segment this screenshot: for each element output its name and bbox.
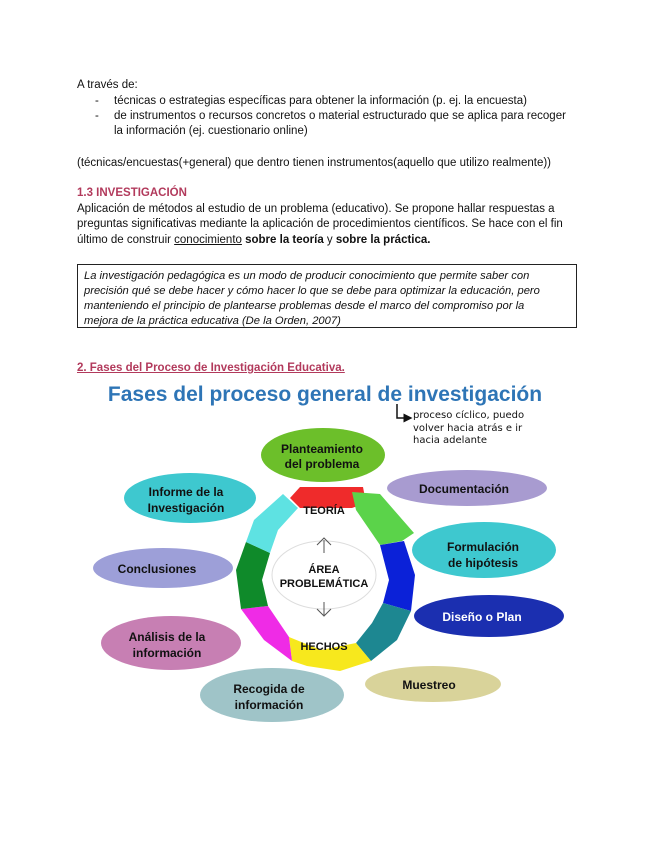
quote-line: precisión qué se debe hacer y cómo hacer lo que se debe para optimizar la educación, pero bbox=[84, 285, 540, 297]
ring-segment-darkgreen bbox=[236, 542, 270, 609]
center-label: PROBLEMÁTICA bbox=[279, 578, 369, 590]
quote-line: La investigación pedagógica es un modo de producir conocimiento que permite saber con bbox=[84, 270, 530, 282]
intro-lead: A través de: bbox=[77, 79, 138, 91]
phase-muestreo bbox=[365, 666, 501, 702]
ring-segment-teal bbox=[356, 603, 411, 661]
phase-conclusiones bbox=[93, 548, 233, 588]
conocimiento-link[interactable]: conocimiento bbox=[174, 234, 242, 246]
handwritten-line: hacia adelante bbox=[413, 435, 487, 446]
bullet-marker: - bbox=[95, 95, 99, 107]
intro-note: (técnicas/encuestas(+general) que dentro tienen instrumentos(aquello que utilizo realmente)) bbox=[77, 157, 552, 169]
phase-recogida bbox=[200, 668, 344, 722]
handwritten-line: proceso cíclico, puedo bbox=[413, 410, 525, 421]
quote-line: manteniendo el principio de plantearse problemas desde el marco del compromiso por la bbox=[84, 300, 525, 312]
phase-label: información bbox=[234, 698, 304, 712]
phase-formulacion bbox=[412, 522, 556, 578]
investigacion-text: último de construir bbox=[77, 234, 175, 246]
handwritten-note bbox=[397, 404, 524, 446]
ring-segment-magenta bbox=[241, 606, 292, 661]
handwritten-line: volver hacia atrás e ir bbox=[413, 423, 523, 434]
phase-label: Muestreo bbox=[402, 678, 456, 692]
phase-label: Investigación bbox=[147, 501, 225, 515]
center-label: ÁREA bbox=[308, 564, 340, 576]
phase-planteamiento bbox=[261, 428, 385, 482]
bullet-marker: - bbox=[95, 110, 99, 122]
investigacion-line: Aplicación de métodos al estudio de un problema (educativo). Se propone hallar respuestas a bbox=[77, 203, 555, 215]
phase-analisis bbox=[101, 616, 241, 670]
investigacion-text: y bbox=[323, 234, 336, 246]
phase-label: Informe de la bbox=[148, 485, 224, 499]
phase-informe bbox=[124, 473, 256, 523]
hechos-label: HECHOS bbox=[300, 641, 348, 653]
phase-label: información bbox=[132, 646, 202, 660]
bullet-item: técnicas o estrategias específicas para obtener la información (p. ej. la encuesta) bbox=[114, 95, 527, 107]
phase-label: Planteamiento bbox=[280, 442, 364, 456]
phase-label: Formulación bbox=[446, 540, 520, 554]
ring-segment-green-right bbox=[352, 492, 414, 545]
ring-segment-blue bbox=[380, 541, 415, 611]
phase-diseno bbox=[414, 595, 564, 637]
phase-label: Recogida de bbox=[233, 682, 305, 696]
phase-label: de hipótesis bbox=[447, 556, 519, 570]
bold-text: sobre la práctica. bbox=[335, 234, 431, 246]
phase-label: Conclusiones bbox=[117, 562, 197, 576]
phase-label: Análisis de la bbox=[128, 630, 206, 644]
section-heading-fases[interactable]: 2. Fases del Proceso de Investigación Educativa. bbox=[77, 362, 345, 374]
phase-label: del problema bbox=[284, 457, 360, 471]
phase-label: Documentación bbox=[418, 482, 510, 496]
bullet-item: de instrumentos o recursos concretos o material estructurado que se aplica para recoger bbox=[114, 110, 566, 122]
bullet-item-continued: la información (ej. cuestionario online) bbox=[114, 125, 308, 137]
diagram-title: Fases del proceso general de investigación bbox=[107, 383, 543, 406]
phase-documentacion bbox=[387, 470, 547, 506]
bold-text: sobre la teoría bbox=[241, 234, 324, 246]
quote-line: mejora de la práctica educativa (De la Orden, 2007) bbox=[84, 315, 341, 327]
phase-label: Diseño o Plan bbox=[442, 610, 522, 624]
section-heading-investigacion: 1.3 INVESTIGACIÓN bbox=[77, 187, 187, 199]
arrow-icon bbox=[397, 404, 408, 418]
teoria-label: TEORÍA bbox=[303, 505, 345, 517]
investigacion-line: preguntas significativas mediante la aplicación de procedimientos científicos. Se hace con el fin bbox=[77, 218, 563, 230]
